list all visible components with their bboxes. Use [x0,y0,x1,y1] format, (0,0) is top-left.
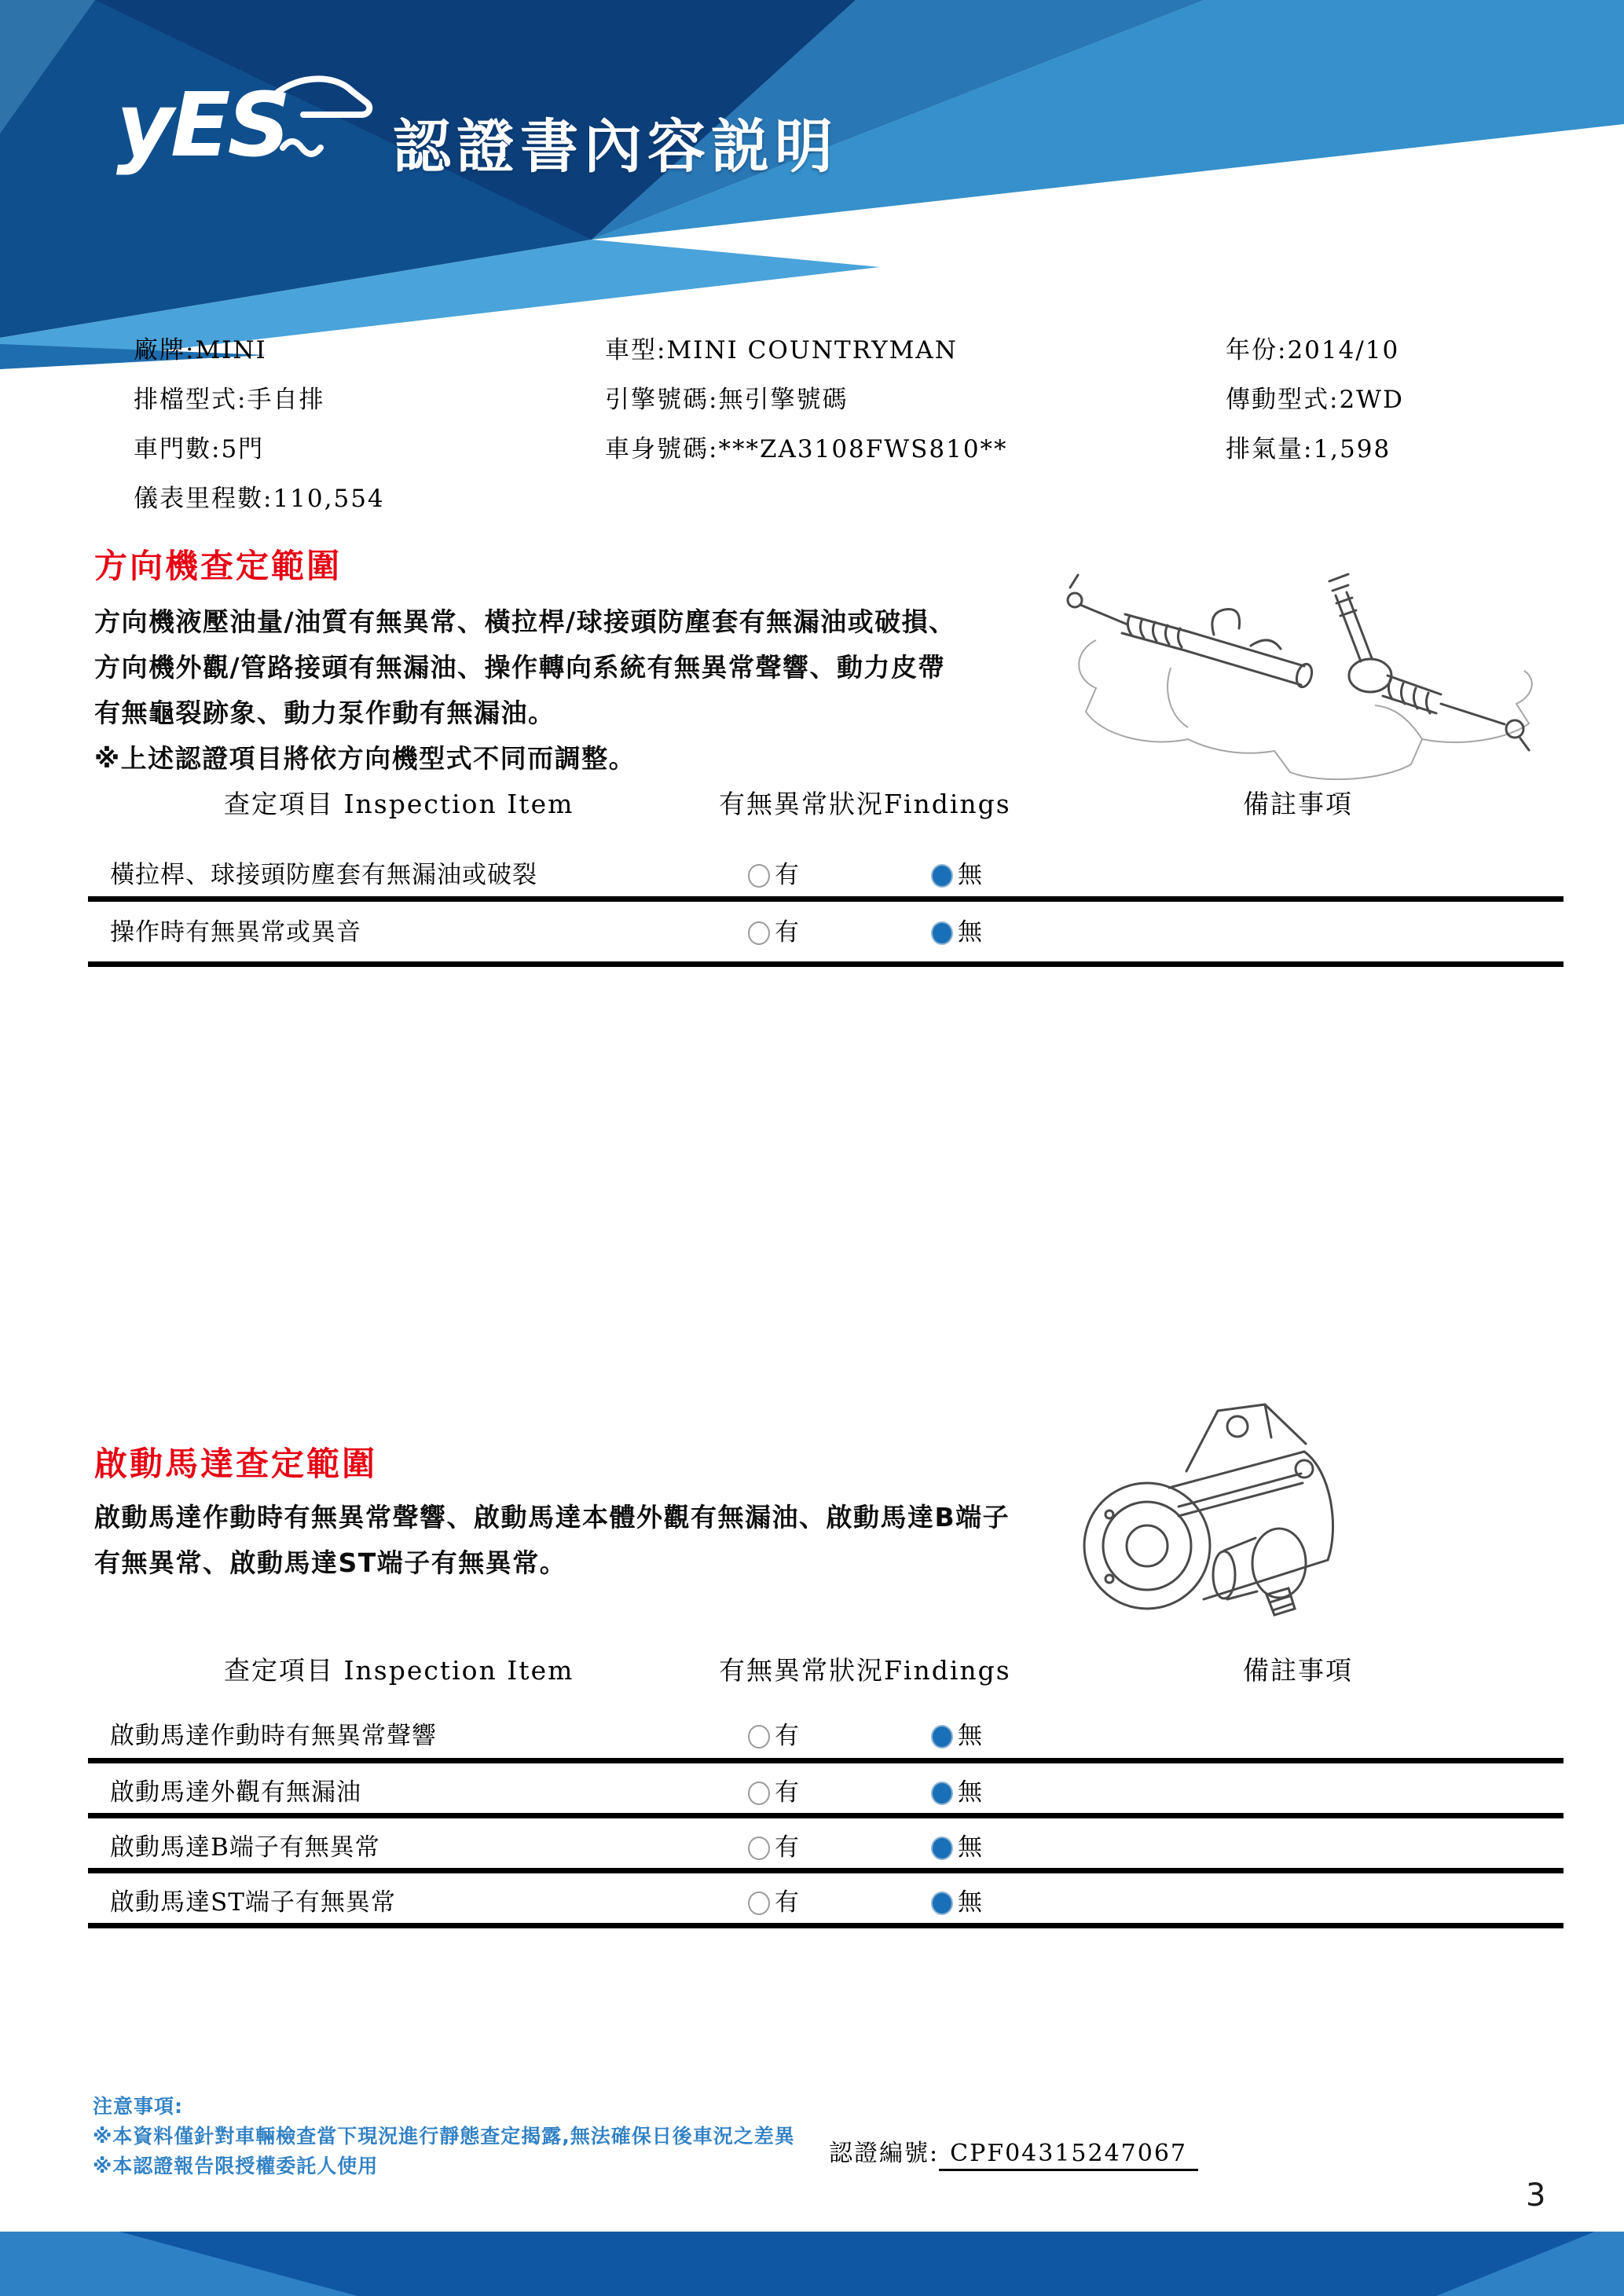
finding-option-yes [748,1827,799,1862]
finding-option-no [931,1772,982,1807]
radio-no[interactable] [931,864,953,888]
table-header-item: 查定項目 Inspection Item [224,789,574,819]
table-row [0,855,1624,891]
radio-yes-label: 有 [775,861,799,889]
notice-line: ※本認證報告限授權委託人使用 [93,2155,379,2177]
vehicle-odometer: 儀表里程數:110,554 [134,485,385,513]
radio-yes[interactable] [748,921,770,945]
inspection-item-label: 啟動馬達ST端子有無異常 [110,1888,396,1917]
page-title: 認證書內容説明 [393,113,838,181]
table-row [0,1772,1624,1808]
table-header-findings: 有無異常狀況Findings [719,789,1011,819]
yes-logo-text: yES [116,75,288,177]
radio-no-label: 無 [958,918,982,947]
radio-yes[interactable] [748,1891,770,1915]
inspection-item-label: 啟動馬達作動時有無異常聲響 [110,1722,437,1750]
radio-no-label: 無 [958,1833,982,1862]
radio-no[interactable] [931,1725,953,1749]
radio-no-label: 無 [958,1888,982,1917]
inspection-item-label: 操作時有無異常或異音 [110,918,361,947]
vehicle-engine-no: 引擎號碼:無引擎號碼 [605,386,849,414]
section-description-line: 有無異常、啟動馬達ST端子有無異常。 [94,1547,567,1578]
table-header-remarks: 備註事項 [1243,789,1353,819]
radio-yes-label: 有 [775,918,799,947]
section-description-line: 方向機外觀/管路接頭有無漏油、操作轉向系統有無異常聲響、動力皮帶 [94,652,946,683]
radio-yes-label: 有 [775,1888,799,1917]
page-number: 3 [1526,2177,1546,2214]
radio-no-label: 無 [958,861,982,889]
certificate-number [829,2133,1198,2168]
table-row-divider [88,1923,1564,1928]
table-header-remarks: 備註事項 [1243,1655,1353,1686]
table-row [0,912,1624,948]
table-row-divider [88,896,1564,902]
table-row-divider [88,961,1564,967]
table-row [0,1827,1624,1863]
finding-option-no [931,855,982,890]
inspection-item-label: 橫拉桿、球接頭防塵套有無漏油或破裂 [110,861,537,889]
radio-yes-label: 有 [775,1833,799,1862]
radio-no-label: 無 [958,1722,982,1750]
finding-option-yes [748,855,799,890]
radio-yes-label: 有 [775,1778,799,1807]
finding-option-yes [748,1772,799,1807]
steering-rack-illustration [1053,550,1571,785]
finding-option-no [931,1827,982,1862]
section-title-starter: 啟動馬達查定範圍 [94,1445,378,1483]
radio-no[interactable] [931,1782,953,1805]
radio-no[interactable] [931,921,953,945]
finding-option-no [931,1882,982,1917]
vehicle-year: 年份:2014/10 [1226,336,1400,364]
starter-motor-illustration [1069,1397,1367,1632]
section-description-line: 方向機液壓油量/油質有無異常、橫拉桿/球接頭防塵套有無漏油或破損、 [94,606,956,637]
table-row [0,1716,1624,1752]
radio-yes-label: 有 [775,1722,799,1750]
radio-yes[interactable] [748,1782,770,1805]
radio-no[interactable] [931,1891,953,1915]
vehicle-vin: 車身號碼:***ZA3108FWS810** [605,435,1008,463]
vehicle-drivetrain: 傳動型式:2WD [1226,386,1404,414]
finding-option-yes [748,912,799,947]
notice-title: 注意事項: [93,2095,183,2118]
inspection-item-label: 啟動馬達B端子有無異常 [110,1833,380,1862]
notice-line: ※本資料僅針對車輛檢查當下現況進行靜態查定揭露,無法確保日後車況之差異 [93,2125,795,2148]
table-header-item: 查定項目 Inspection Item [224,1655,574,1686]
finding-option-yes [748,1882,799,1917]
finding-option-yes [748,1716,799,1751]
vehicle-displacement: 排氣量:1,598 [1226,435,1391,463]
finding-option-no [931,912,982,947]
radio-yes[interactable] [748,1836,770,1860]
vehicle-model: 車型:MINI COUNTRYMAN [605,336,958,364]
inspection-item-label: 啟動馬達外觀有無漏油 [110,1778,361,1807]
table-row [0,1882,1624,1918]
certificate-number-value: CPF04315247067 [939,2140,1198,2171]
section-description-line: 有無龜裂跡象、動力泵作動有無漏油。 [94,698,555,728]
section-description-line: 啟動馬達作動時有無異常聲響、啟動馬達本體外觀有無漏油、啟動馬達B端子 [94,1502,1010,1532]
table-header-findings: 有無異常狀況Findings [719,1655,1011,1686]
table-row-divider [88,1868,1564,1873]
yes-logo [116,55,376,189]
radio-yes[interactable] [748,1725,770,1749]
radio-no[interactable] [931,1836,953,1860]
finding-option-no [931,1716,982,1751]
footer-banner-graphic [0,2232,1624,2296]
section-description-line: ※上述認證項目將依方向機型式不同而調整。 [94,743,636,774]
radio-no-label: 無 [958,1778,982,1807]
table-row-divider [88,1813,1564,1818]
section-title-steering: 方向機查定範圍 [94,547,343,585]
radio-yes[interactable] [748,864,770,888]
table-row-divider [88,1758,1564,1763]
vehicle-transmission: 排檔型式:手自排 [134,386,325,414]
certificate-number-label: 認證編號: [829,2140,940,2167]
vehicle-brand: 廠牌:MINI [134,336,267,364]
vehicle-doors: 車門數:5門 [134,435,265,463]
